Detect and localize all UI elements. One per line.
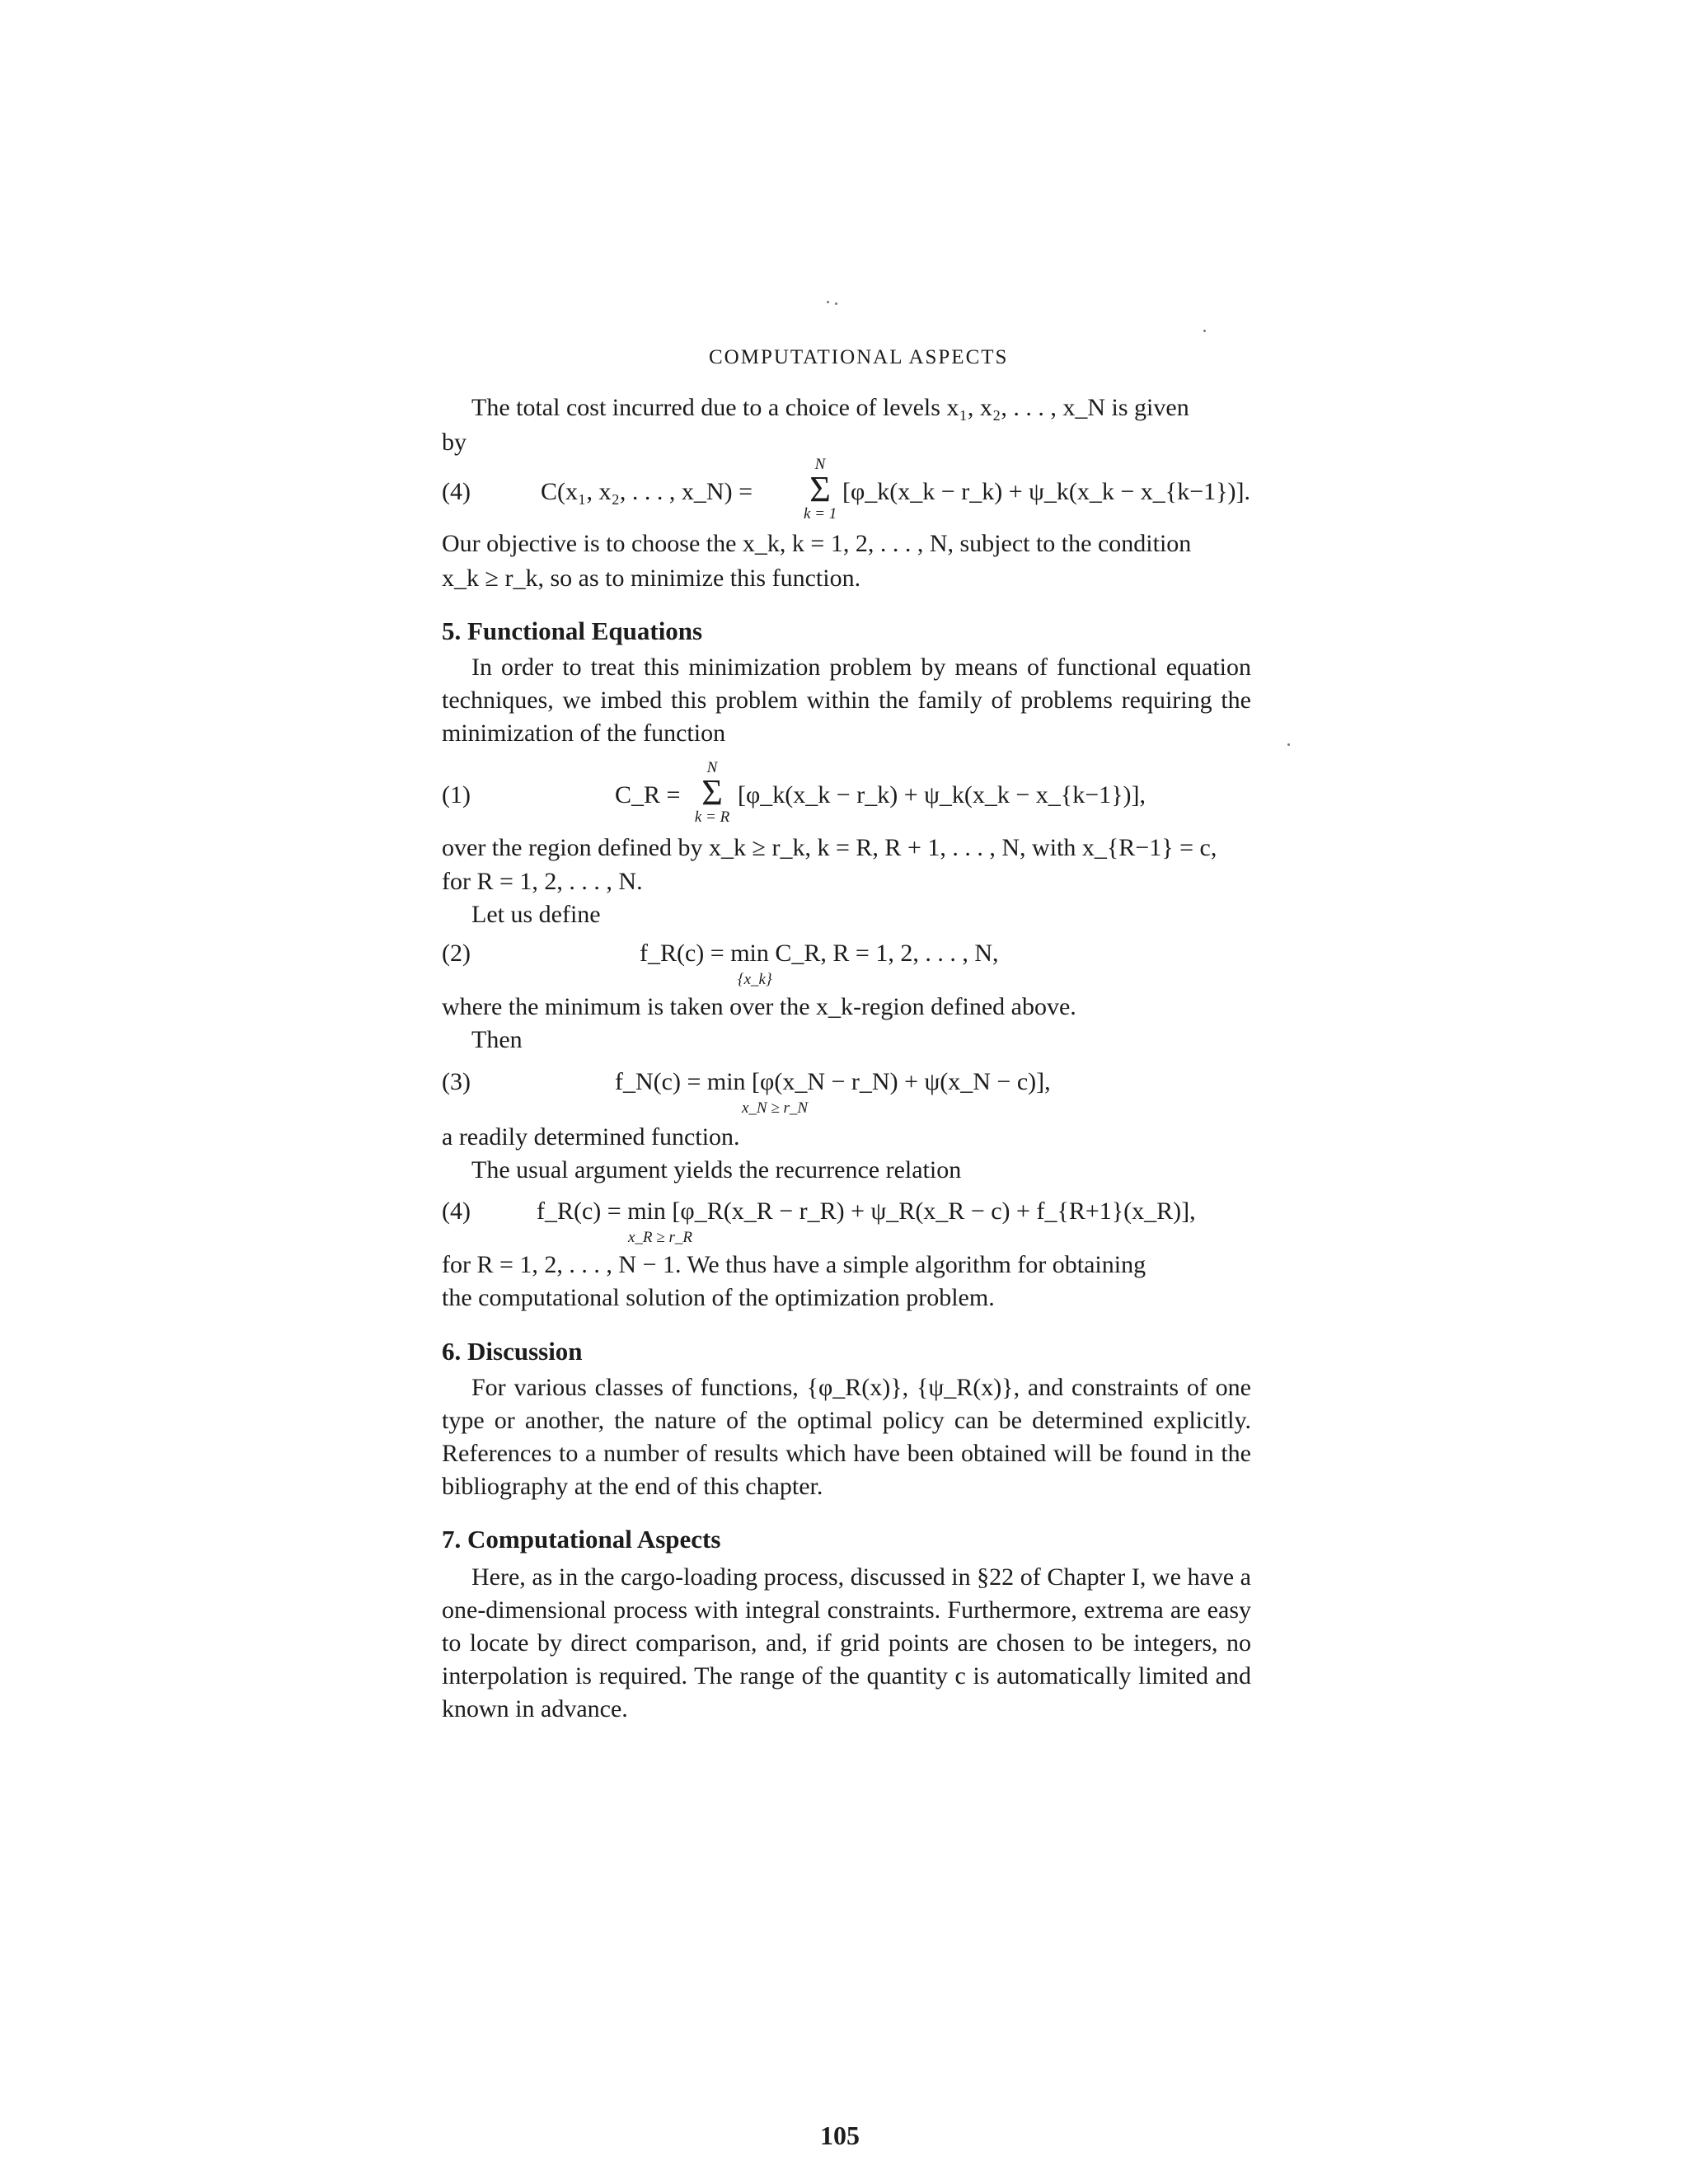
let-define-line: Let us define xyxy=(471,901,601,928)
scan-speck xyxy=(827,301,829,303)
region-line-2: for R = 1, 2, . . . , N. xyxy=(442,868,643,895)
eq1-lhs: C_R = xyxy=(615,781,681,808)
readily-line: a readily determined function. xyxy=(442,1123,740,1151)
section-heading: 6. Discussion xyxy=(442,1337,583,1366)
region-line-1: over the region defined by x_k ≥ r_k, k = R, R + 1, . . . , N, with x_{R−1} = c, xyxy=(442,834,1217,861)
intro-line-2: by xyxy=(442,429,467,456)
scan-speck xyxy=(1287,743,1290,746)
eq4-body: f_R(c) = min [φ_R(x_R − r_R) + ψ_R(x_R − c) + f_{R+1}(x_R)], xyxy=(537,1197,1196,1225)
sum-upper-limit: N xyxy=(814,456,826,473)
paragraph: Here, as in the cargo-loading process, discussed in §22 of Chapter I, we have a one-dimensional process with integral constraints. Furthermore, extrema are easy to locate by direct comparison, and, if grid points are chosen to be integers, no interpolation is required. The range of the quantity c is automatically limited and known in advance. xyxy=(442,1563,1251,1722)
page-number: 105 xyxy=(820,2121,860,2150)
equation-number: (4) xyxy=(442,1197,471,1225)
summation-sign xyxy=(694,760,730,826)
eq1-rhs: [φ_k(x_k − r_k) + ψ_k(x_k − x_{k−1})], xyxy=(738,781,1146,808)
cost-equation-rhs: [φ_k(x_k − r_k) + ψ_k(x_k − x_{k−1})]. xyxy=(842,478,1250,505)
sum-lower-limit: k = 1 xyxy=(804,505,837,523)
section-heading: 7. Computational Aspects xyxy=(442,1525,721,1554)
paragraph: In order to treat this minimization problem by means of functional equation techniques, we imbed this problem within the family of problems requiring the minimization of the function xyxy=(442,654,1251,747)
scan-speck xyxy=(1203,330,1206,332)
min-subscript: x_N ≥ r_N xyxy=(742,1099,809,1117)
eq3-body: f_N(c) = min [φ(x_N − r_N) + ψ(x_N − c)], xyxy=(615,1068,1051,1095)
section-heading: 5. Functional Equations xyxy=(442,616,703,645)
sum-upper-limit: N xyxy=(706,759,718,776)
sum-lower-limit: k = R xyxy=(694,808,730,826)
equation-number: (4) xyxy=(442,478,471,505)
paragraph: For various classes of functions, {φ_R(x)}, {ψ_R(x)}, and constraints of one type or another, the nature of the optimal policy can be determined explicitly. References to a number of results which have been obtained will be found in the bibliography at the end of this chapter. xyxy=(442,1374,1251,1500)
min-subscript: x_R ≥ r_R xyxy=(628,1229,692,1246)
where-line: where the minimum is taken over the x_k-region defined above. xyxy=(442,993,1076,1020)
objective-line-2: x_k ≥ r_k, so as to minimize this function. xyxy=(442,565,861,592)
summation-sign xyxy=(804,457,837,523)
equation-number: (3) xyxy=(442,1068,471,1095)
then-line: Then xyxy=(471,1026,523,1053)
usual-argument-line: The usual argument yields the recurrence relation xyxy=(471,1156,962,1183)
cost-equation-lhs: C(x₁, x₂, . . . , x_N) = xyxy=(541,478,753,505)
objective-line-1: Our objective is to choose the x_k, k = 1, 2, . . . , N, subject to the condition xyxy=(442,530,1192,557)
running-head: COMPUTATIONAL ASPECTS xyxy=(709,346,1009,368)
min-subscript: {x_k} xyxy=(738,971,772,988)
equation-number: (2) xyxy=(442,940,471,967)
scan-speck xyxy=(835,302,837,305)
sigma-symbol: Σ xyxy=(809,469,831,509)
for-line-2: the computational solution of the optimization problem. xyxy=(442,1284,995,1311)
for-line-1: for R = 1, 2, . . . , N − 1. We thus have a simple algorithm for obtaining xyxy=(442,1251,1146,1278)
equation-number: (1) xyxy=(442,781,471,808)
eq2-body: f_R(c) = min C_R, R = 1, 2, . . . , N, xyxy=(640,940,999,967)
sigma-symbol: Σ xyxy=(701,772,723,813)
intro-line-1: The total cost incurred due to a choice of levels x₁, x₂, . . . , x_N is given xyxy=(471,394,1189,421)
